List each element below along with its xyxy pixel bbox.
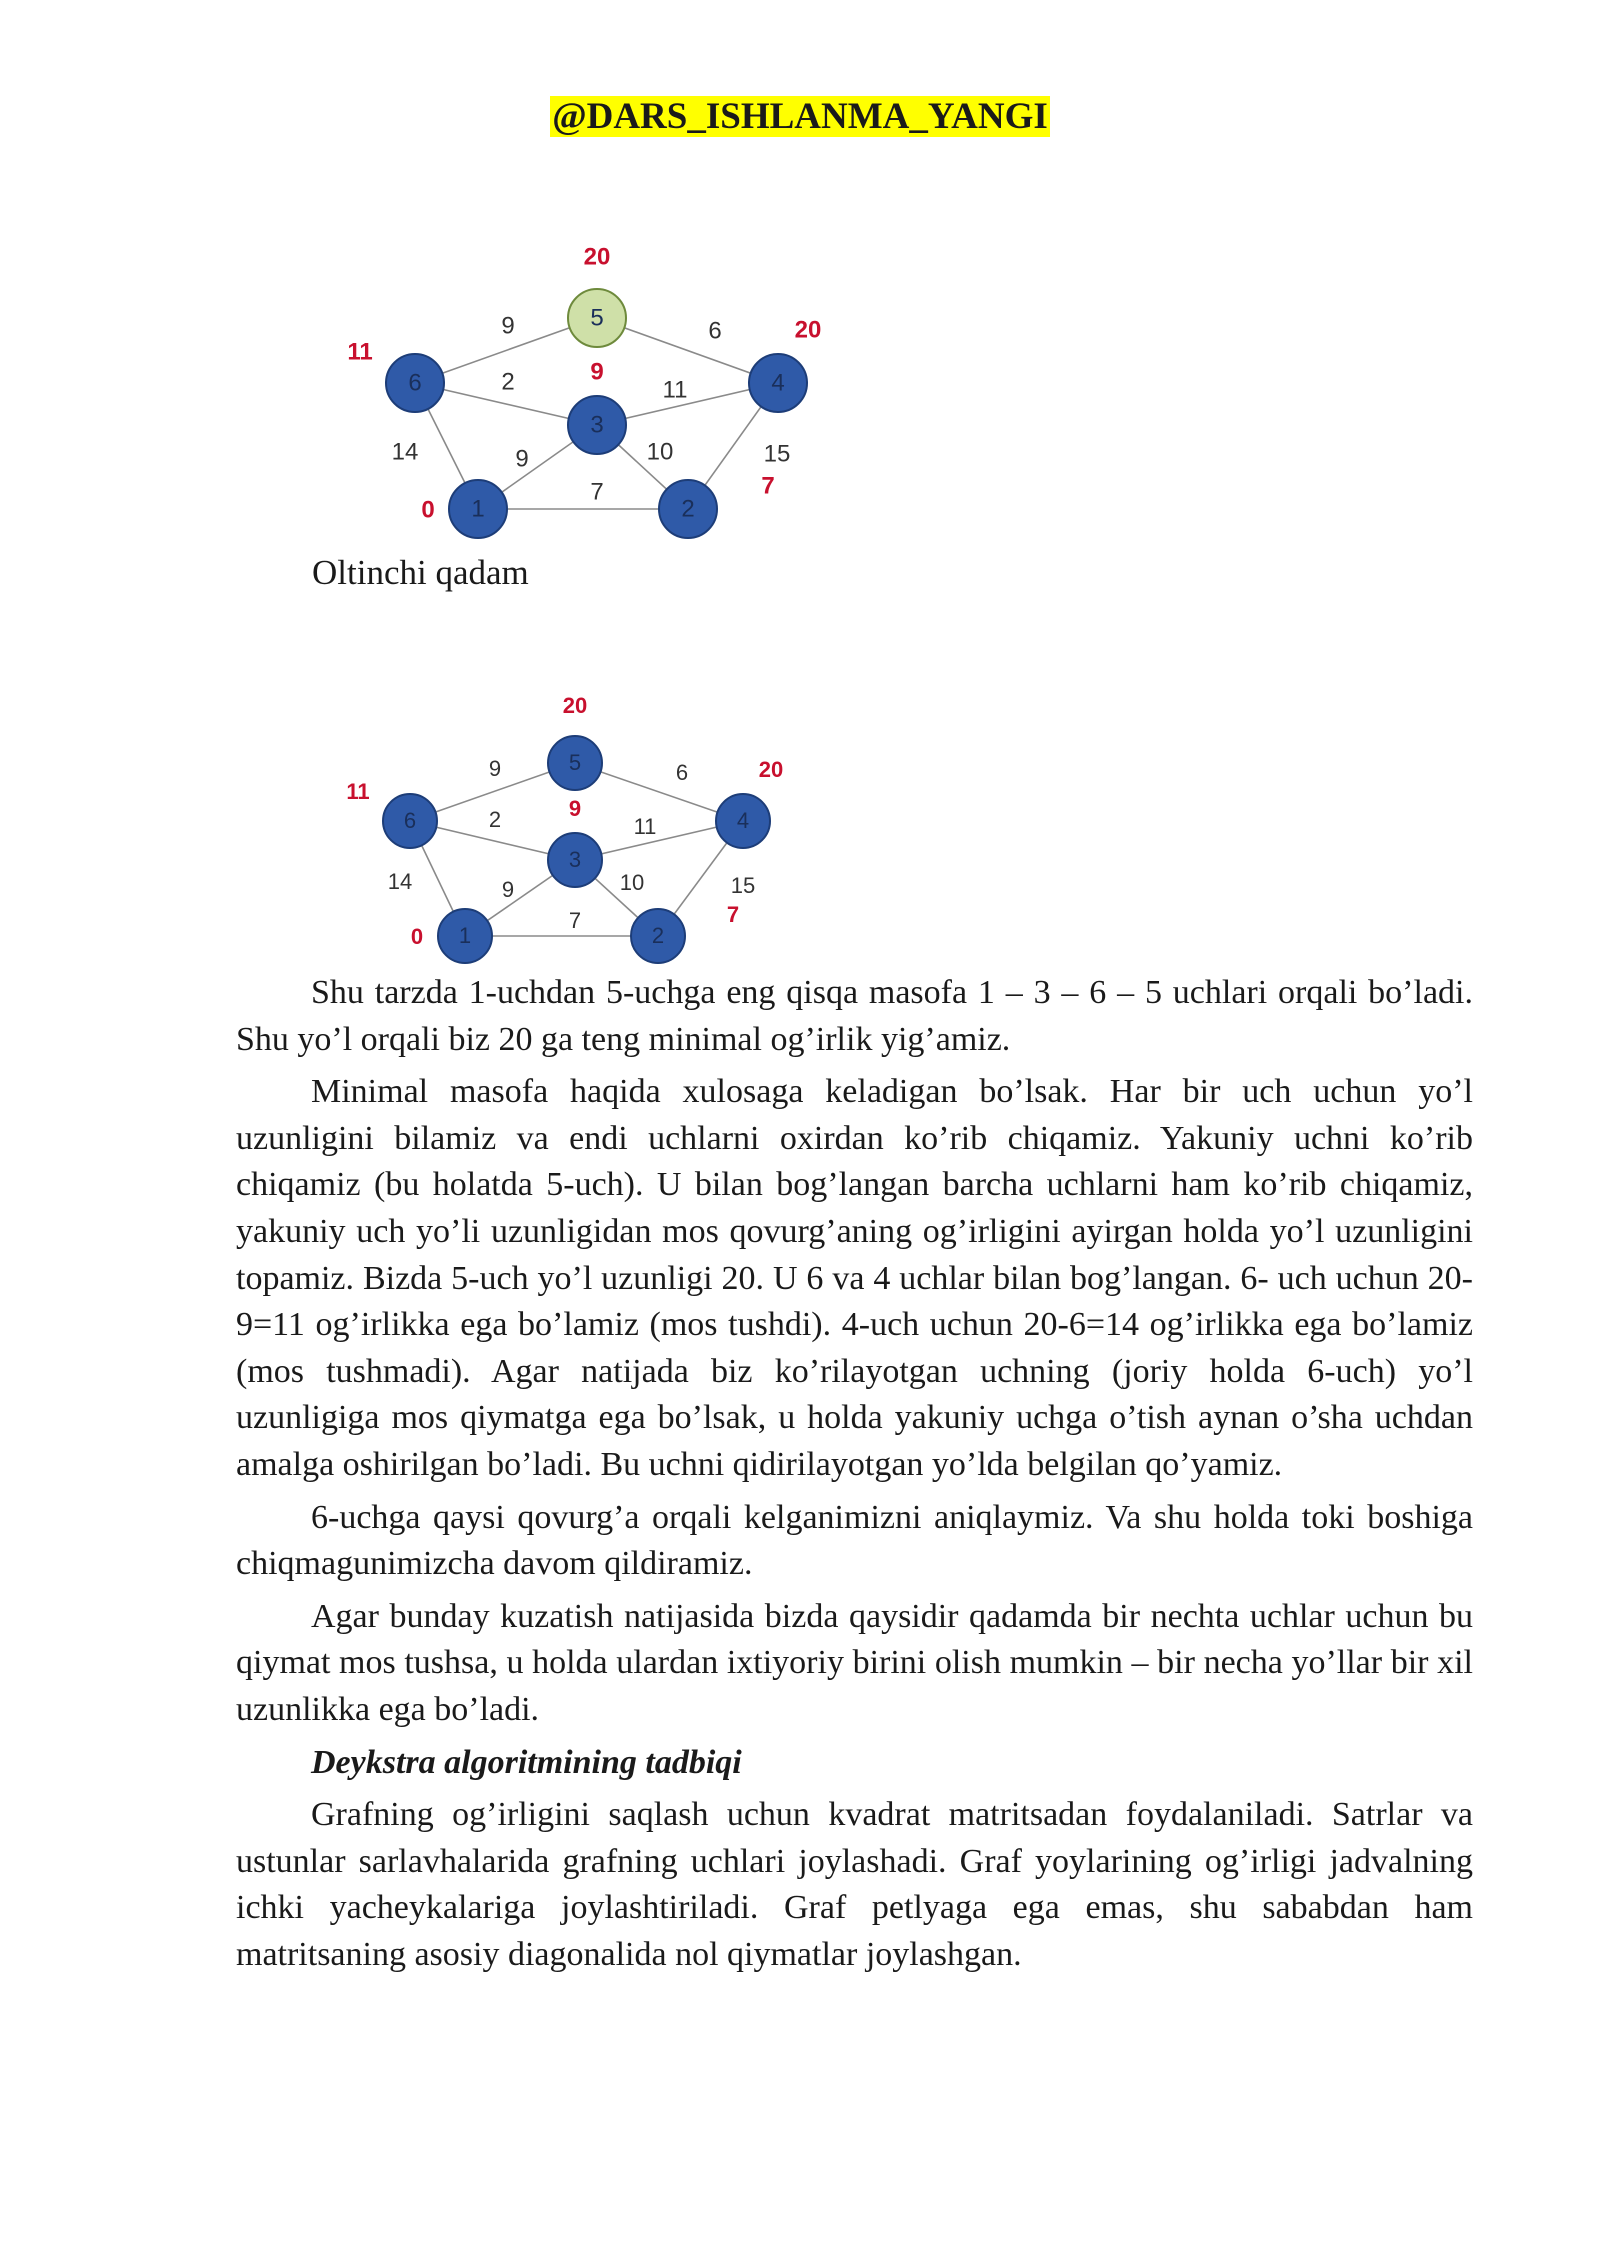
node-label: 3: [590, 411, 604, 439]
edge-weight-label: 10: [619, 869, 645, 895]
edge-weight-label: 2: [488, 806, 502, 832]
graph-step-5: [330, 155, 850, 550]
edge-weight-label: 14: [391, 438, 419, 466]
paragraph: Agar bunday kuzatish natijasida bizda qaysidir qadamda bir nechta uchlar uchun bu qiymat mos tushsa, u holda ulardan ixtiyoriy birini olish mumkin – bir necha yo’llar bir xil uzunlikka ega bo’ladi.: [236, 1597, 1473, 1728]
edge-weight-label: 11: [633, 813, 657, 839]
node-distance-label: 20: [583, 243, 611, 271]
edge-weight-label: 15: [730, 872, 756, 898]
edge-weight-label: 9: [501, 876, 515, 902]
edge-weight-label: 9: [501, 312, 515, 340]
edge-weight-label: 9: [488, 755, 502, 781]
header-handle: [0, 95, 1600, 138]
node-distance-label: 7: [761, 472, 775, 500]
node-label: 2: [651, 922, 665, 948]
node-distance-label: 11: [347, 338, 373, 366]
node-label: 5: [590, 304, 604, 332]
node-label: 4: [736, 807, 750, 833]
edge-weight-label: 6: [708, 317, 722, 345]
section-heading: Deykstra algoritmining tadbiqi: [311, 1743, 742, 1781]
step-caption: Oltinchi qadam: [312, 553, 529, 592]
graph-step-6: [330, 600, 800, 965]
node-label: 4: [771, 369, 785, 397]
node-label: 1: [458, 922, 472, 948]
node-distance-label: 9: [568, 795, 582, 821]
node-label: 3: [568, 846, 582, 872]
edge-weight-label: 7: [590, 478, 604, 506]
node-label: 2: [681, 495, 695, 523]
node-label: 1: [471, 495, 485, 523]
node-distance-label: 0: [410, 923, 424, 949]
paragraph: Shu tarzda 1-uchdan 5-uchga eng qisqa masofa 1 – 3 – 6 – 5 uchlari orqali bo’ladi. Shu yo’l orqali biz 20 ga teng minimal og’irlik yig’amiz.: [236, 974, 1473, 1058]
edge-weight-label: 7: [568, 907, 582, 933]
node-distance-label: 20: [562, 692, 588, 718]
edge-weight-label: 10: [646, 438, 674, 466]
handle-highlight: @DARS_ISHLANMA_YANGI: [552, 96, 1048, 137]
node-distance-label: 11: [346, 778, 370, 804]
node-label: 5: [568, 749, 582, 775]
node-distance-label: 9: [590, 358, 604, 386]
node-label: 6: [408, 369, 422, 397]
paragraph: 6-uchga qaysi qovurg’a orqali kelganimizni aniqlaymiz. Va shu holda toki boshiga chiqmagunimizcha davom qildiramiz.: [236, 1498, 1473, 1583]
paragraph: Grafning og’irligini saqlash uchun kvadrat matritsadan foydalaniladi. Satrlar va ustunlar sarlavhalarida grafning uchlari joylashadi. Graf yoylarining og’irligi jadvalning ichki yacheykalariga joylashtiriladi. Graf petlyaga ega emas, shu sababdan ham matritsaning asosiy diagonalida nol qiymatlar joylashgan.: [236, 1796, 1473, 1973]
edge-weight-label: 11: [662, 376, 688, 404]
edge-weight-label: 2: [501, 368, 515, 396]
edge-weight-label: 15: [763, 440, 791, 468]
edge-weight-label: 14: [387, 868, 413, 894]
node-distance-label: 20: [794, 316, 822, 344]
paragraph: Minimal masofa haqida xulosaga keladigan bo’lsak. Har bir uch uchun yo’l uzunligini bilamiz va endi uchlarni oxirdan ko’rib chiqamiz. Yakuniy uchni ko’rib chiqamiz (bu holatda 5-uch). U bilan bog’langan barcha uchlarni ham ko’rib chiqamiz, yakuniy uch yo’li uzunligidan mos qovurg’aning og’irligini ayirgan holda yo’l uzunligini topamiz. Bizda 5-uch yo’l uzunligi 20. U 6 va 4 uchlar bilan bog’langan. 6- uch uchun 20-9=11 og’irlikka ega bo’lamiz (mos tushdi). 4-uch uchun 20-6=14 og’irlikka ega bo’lamiz (mos tushmadi). Agar natijada biz ko’rilayotgan uchning (joriy holda 6-uch) yo’l uzunligiga mos qiymatga ega bo’lsak, u holda yakuniy uchga o’tish aynan o’sha uchdan amalga oshirilgan bo’ladi. Bu uchni qidirilayotgan yo’lda belgilan qo’yamiz.: [236, 1073, 1473, 1483]
body-text: [236, 970, 1473, 1984]
edge-weight-label: 9: [515, 445, 529, 473]
node-distance-label: 0: [421, 496, 435, 524]
node-distance-label: 20: [758, 756, 784, 782]
node-label: 6: [403, 807, 417, 833]
node-distance-label: 7: [726, 901, 740, 927]
edge-weight-label: 6: [675, 759, 689, 785]
